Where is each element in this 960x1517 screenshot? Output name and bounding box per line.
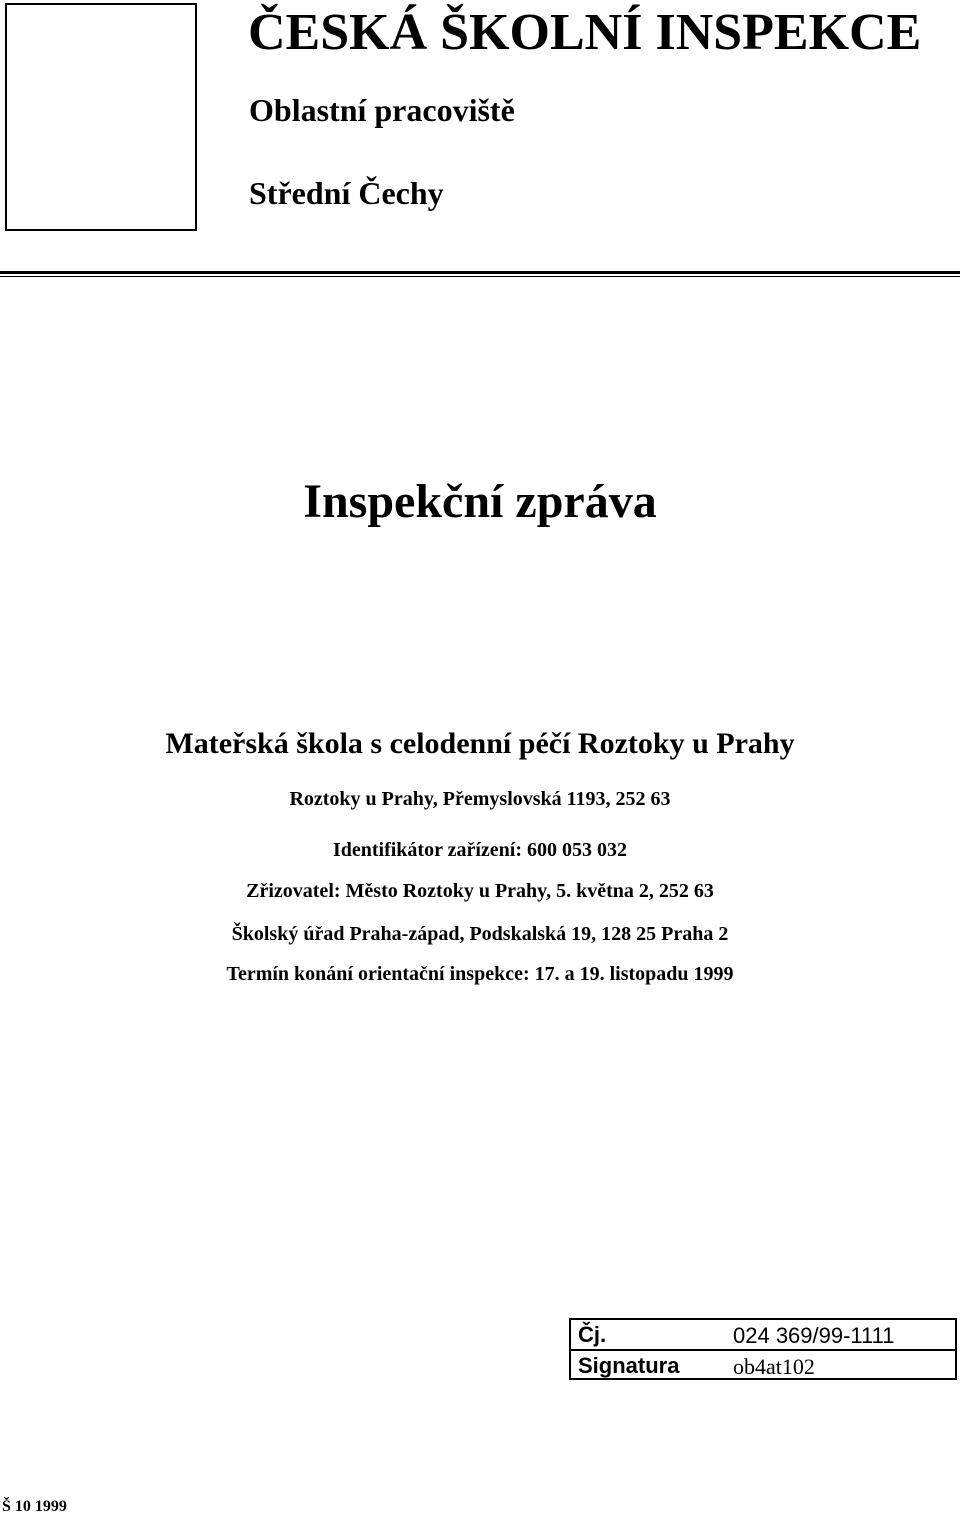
facility-identifier: Identifikátor zařízení: 600 053 032 (332, 839, 628, 861)
school-authority: Školský úřad Praha-západ, Podskalská 19, 128 25 Praha 2 (231, 923, 729, 945)
reference-table (569, 1318, 957, 1380)
signature-value: ob4at102 (733, 1354, 815, 1379)
inspection-term: Termín konání orientační inspekce: 17. a 19. listopadu 1999 (226, 963, 734, 985)
organization-subtitle-region: Střední Čechy (249, 175, 444, 211)
header-divider-thin (0, 276, 960, 277)
cj-label: Čj. (578, 1322, 607, 1347)
school-address: Roztoky u Prahy, Přemyslovská 1193, 252 63 (289, 788, 671, 810)
organization-title: ČESKÁ ŠKOLNÍ INSPEKCE (248, 4, 922, 61)
header-divider-thick (0, 271, 960, 274)
school-founder: Zřizovatel: Město Roztoky u Prahy, 5. května 2, 252 63 (246, 880, 714, 902)
form-code: Š 10 1999 (2, 1498, 67, 1515)
organization-subtitle-office: Oblastní pracoviště (249, 92, 515, 128)
logo-placeholder-box (5, 3, 197, 231)
signature-label: Signatura (578, 1353, 680, 1378)
reference-row-signature (571, 1351, 955, 1380)
cj-value: 024 369/99-1111 (733, 1323, 895, 1348)
school-name: Mateřská škola s celodenní péčí Roztoky u Prahy (165, 727, 795, 760)
reference-row-cj (571, 1320, 955, 1349)
report-title: Inspekční zpráva (303, 475, 657, 528)
